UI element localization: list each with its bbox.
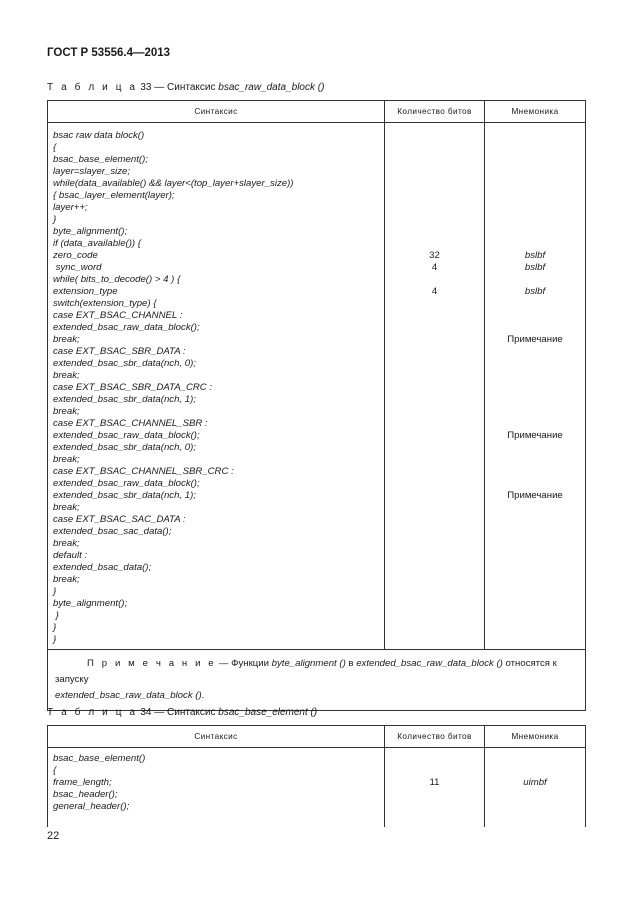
syntax-line: extended_bsac_raw_data_block(); [53, 478, 200, 489]
note-text: . [201, 690, 205, 701]
syntax-line: extended_bsac_sbr_data(nch, 1); [53, 490, 196, 501]
bits-value [385, 801, 484, 813]
bits-value [385, 562, 484, 574]
mnemonic-value [485, 622, 585, 634]
bits-value [385, 334, 484, 346]
mnemonic-value [485, 789, 585, 801]
bits-value [385, 550, 484, 562]
bits-value [385, 622, 484, 634]
bits-value [385, 274, 484, 286]
syntax-line: default : [53, 550, 88, 561]
bits-value [385, 418, 484, 430]
syntax-line: byte_alignment(); [53, 598, 128, 609]
mnemonic-value [485, 358, 585, 370]
syntax-line: case EXT_BSAC_SBR_DATA : [53, 346, 186, 357]
mnemonic-value [485, 418, 585, 430]
syntax-line: break; [53, 406, 80, 417]
syntax-line: case EXT_BSAC_SAC_DATA : [53, 514, 186, 525]
syntax-line: case EXT_BSAC_CHANNEL : [53, 310, 183, 321]
syntax-line: extended_bsac_sac_data(); [53, 526, 172, 537]
syntax-line: break; [53, 334, 80, 345]
bits-value [385, 753, 484, 765]
table-34 [47, 725, 586, 827]
bits-value [385, 190, 484, 202]
note-row [48, 650, 586, 711]
bits-value [385, 370, 484, 382]
mnemonic-value: bslbf [524, 250, 546, 261]
mnemonic-value [485, 178, 585, 190]
mnemonic-column [485, 748, 586, 828]
bits-value [385, 466, 484, 478]
syntax-line: general_header(); [53, 801, 130, 812]
syntax-line: extended_bsac_raw_data_block(); [53, 430, 200, 441]
syntax-line: } [53, 634, 57, 645]
mnemonic-value [485, 466, 585, 478]
mnemonic-value [485, 382, 585, 394]
syntax-line: if (data_available()) { [53, 238, 141, 249]
syntax-line: layer=slayer_size; [53, 166, 131, 177]
bits-value [385, 238, 484, 250]
bits-value [385, 430, 484, 442]
mnemonic-value [485, 214, 585, 226]
caption-function: bsac_base_element () [218, 707, 318, 718]
page-number: 22 [47, 830, 60, 842]
syntax-line: sync_word [53, 262, 102, 273]
bits-value [385, 789, 484, 801]
syntax-line: } [53, 622, 57, 633]
bits-value [385, 598, 484, 610]
syntax-line: { [53, 142, 57, 153]
syntax-line: { [53, 765, 57, 776]
bits-value [385, 166, 484, 178]
bits-value [385, 478, 484, 490]
bits-value [385, 406, 484, 418]
mnemonic-value [485, 526, 585, 538]
syntax-line: case EXT_BSAC_CHANNEL_SBR_CRC : [53, 466, 234, 477]
mnemonic-value [485, 801, 585, 813]
syntax-line: extended_bsac_sbr_data(nch, 0); [53, 442, 196, 453]
mnemonic-value [485, 190, 585, 202]
mnemonic-value [485, 346, 585, 358]
caption-text: Синтаксис [167, 82, 216, 93]
syntax-line: extended_bsac_sbr_data(nch, 0); [53, 358, 196, 369]
table-note [48, 650, 586, 711]
syntax-line: case EXT_BSAC_SBR_DATA_CRC : [53, 382, 213, 393]
syntax-column [48, 748, 385, 828]
table-body-row [48, 748, 586, 828]
col-header-mnemonic: Мнемоника [485, 726, 586, 748]
col-header-bits: Количество битов [385, 101, 485, 123]
bits-value [385, 226, 484, 238]
mnemonic-value: bslbf [524, 262, 546, 273]
syntax-line: extended_bsac_raw_data_block(); [53, 322, 200, 333]
syntax-line: extended_bsac_sbr_data(nch, 1); [53, 394, 196, 405]
bits-value [385, 442, 484, 454]
bits-value [385, 382, 484, 394]
bits-value [385, 586, 484, 598]
syntax-column [48, 123, 385, 650]
mnemonic-value [485, 226, 585, 238]
bits-column [385, 748, 485, 828]
note-text: в [345, 658, 357, 669]
table-33 [47, 100, 586, 711]
bits-value [385, 154, 484, 166]
bits-value [385, 310, 484, 322]
syntax-line: break; [53, 454, 80, 465]
mnemonic-value [485, 310, 585, 322]
col-header-bits: Количество битов [385, 726, 485, 748]
mnemonic-value [485, 298, 585, 310]
bits-value [385, 526, 484, 538]
syntax-line: break; [53, 502, 80, 513]
syntax-line: break; [53, 574, 80, 585]
note-text: относятся к запуску [55, 658, 557, 685]
mnemonic-value [485, 166, 585, 178]
mnemonic-value [485, 202, 585, 214]
syntax-line: zero_code [53, 250, 98, 261]
table-label: Т а б л и ц а [47, 707, 138, 718]
syntax-line: switch(extension_type) { [53, 298, 157, 309]
syntax-line: } [53, 610, 59, 621]
mnemonic-value [485, 550, 585, 562]
document-header: ГОСТ Р 53556.4—2013 [47, 47, 171, 59]
bits-value [385, 502, 484, 514]
syntax-line: while( bits_to_decode() > 4 ) { [53, 274, 181, 285]
syntax-line: case EXT_BSAC_CHANNEL_SBR : [53, 418, 208, 429]
mnemonic-value [485, 634, 585, 646]
table-number: 34 — [140, 707, 165, 718]
syntax-line: bsac_header(); [53, 789, 118, 800]
col-header-syntax: Синтаксис [48, 101, 385, 123]
bits-value: 11 [429, 777, 440, 788]
note-label: П р и м е ч а н и е [87, 658, 217, 669]
mnemonic-column [485, 123, 586, 650]
mnemonic-value [485, 130, 585, 142]
syntax-line: bsac raw data block() [53, 130, 145, 141]
mnemonic-value [485, 562, 585, 574]
bits-value [385, 298, 484, 310]
bits-value [385, 394, 484, 406]
syntax-line: bsac_base_element() [53, 753, 146, 764]
mnemonic-value [485, 478, 585, 490]
syntax-line: layer++; [53, 202, 88, 213]
bits-value [385, 142, 484, 154]
mnemonic-value [485, 765, 585, 777]
bits-value [385, 514, 484, 526]
mnemonic-value: Примечание [507, 490, 563, 501]
bits-value [385, 765, 484, 777]
caption-function: bsac_raw_data_block () [218, 82, 325, 93]
bits-column [385, 123, 485, 650]
mnemonic-value: uimbf [523, 777, 547, 788]
bits-value [385, 610, 484, 622]
bits-value [385, 346, 484, 358]
mnemonic-value: Примечание [507, 430, 563, 441]
note-function: byte_alignment () [271, 658, 346, 669]
bits-value [385, 574, 484, 586]
mnemonic-value [485, 394, 585, 406]
bits-value [385, 214, 484, 226]
mnemonic-value [485, 514, 585, 526]
bits-value [385, 322, 484, 334]
mnemonic-value [485, 442, 585, 454]
syntax-line: bsac_base_element(); [53, 154, 148, 165]
mnemonic-value [485, 502, 585, 514]
table-label: Т а б л и ц а [47, 82, 138, 93]
mnemonic-value: Примечание [507, 334, 563, 345]
mnemonic-value [485, 406, 585, 418]
syntax-line: break; [53, 538, 80, 549]
mnemonic-value [485, 274, 585, 286]
caption-text: Синтаксис [167, 707, 216, 718]
bits-value [385, 130, 484, 142]
bits-value: 4 [431, 286, 438, 297]
col-header-syntax: Синтаксис [48, 726, 385, 748]
mnemonic-value [485, 753, 585, 765]
bits-value [385, 634, 484, 646]
bits-value [385, 490, 484, 502]
mnemonic-value [485, 238, 585, 250]
bits-value [385, 358, 484, 370]
syntax-line: { bsac_layer_element(layer); [53, 190, 175, 201]
bits-value [385, 178, 484, 190]
table-body-row [48, 123, 586, 650]
note-text: — Функции [216, 658, 272, 669]
mnemonic-value [485, 154, 585, 166]
mnemonic-value [485, 370, 585, 382]
table-header-row [48, 726, 586, 748]
mnemonic-value [485, 610, 585, 622]
syntax-line: byte_alignment(); [53, 226, 128, 237]
mnemonic-value [485, 538, 585, 550]
bits-value: 4 [431, 262, 438, 273]
syntax-line: break; [53, 370, 80, 381]
bits-value [385, 202, 484, 214]
col-header-mnemonic: Мнемоника [485, 101, 586, 123]
table-34-caption [47, 707, 317, 718]
syntax-line: frame_length; [53, 777, 112, 788]
mnemonic-value [485, 586, 585, 598]
mnemonic-value [485, 142, 585, 154]
syntax-line: } [53, 214, 57, 225]
mnemonic-value [485, 454, 585, 466]
table-33-caption [47, 82, 324, 93]
syntax-line: extended_bsac_data(); [53, 562, 152, 573]
note-function: extended_bsac_raw_data_block () [55, 690, 202, 701]
bits-value: 32 [429, 250, 440, 261]
mnemonic-value [485, 598, 585, 610]
table-number: 33 — [140, 82, 165, 93]
bits-value [385, 454, 484, 466]
mnemonic-value [485, 574, 585, 586]
note-function: extended_bsac_raw_data_block () [356, 658, 503, 669]
mnemonic-value: bslbf [524, 286, 546, 297]
syntax-line: extension_type [53, 286, 118, 297]
syntax-line: } [53, 586, 57, 597]
table-header-row [48, 101, 586, 123]
mnemonic-value [485, 322, 585, 334]
bits-value [385, 538, 484, 550]
syntax-line: while(data_available() && layer<(top_layer+slayer_size)) [53, 178, 294, 189]
